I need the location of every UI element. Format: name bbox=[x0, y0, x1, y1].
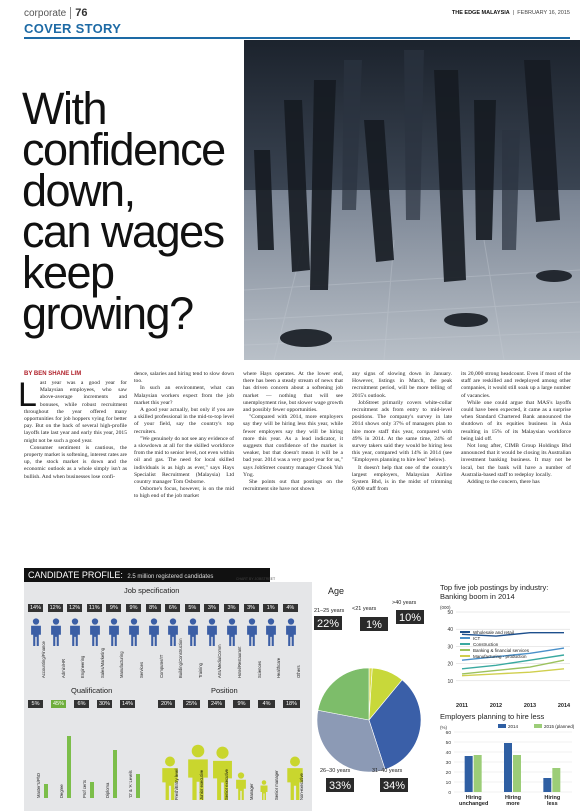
job-spec-label: Admin/HR bbox=[60, 658, 66, 678]
body-paragraph: A good year actually, but only if you are a skilled professional in the mid-to-top level of your field, say the country's top recruiters. bbox=[134, 407, 234, 435]
headline-line: down, bbox=[22, 165, 135, 216]
job-spec-label: Sciences bbox=[256, 661, 262, 678]
bar bbox=[543, 778, 551, 792]
x-tick-label: Hiring bbox=[465, 795, 482, 801]
body-column-1 bbox=[18, 376, 127, 481]
headline-line: With bbox=[22, 83, 106, 134]
headline bbox=[22, 83, 252, 339]
y-tick-label: 60 bbox=[445, 731, 451, 736]
age-value-label: 1% bbox=[366, 619, 382, 631]
legend-label: 2014 bbox=[508, 724, 519, 729]
position-percent: 4% bbox=[258, 700, 275, 708]
job-spec-percent: 1% bbox=[263, 604, 278, 612]
bar bbox=[465, 756, 473, 792]
job-spec-label: Manufacturing bbox=[119, 651, 125, 678]
qualification-pencil-icon bbox=[136, 774, 140, 798]
age-slice-label: 26–30 years bbox=[320, 768, 351, 774]
bar bbox=[474, 755, 482, 792]
legend-label: ICT bbox=[473, 635, 481, 641]
x-tick-label: 2014 bbox=[557, 703, 571, 709]
age-value-label: 10% bbox=[398, 612, 422, 624]
qualification-pencil-icon bbox=[67, 736, 71, 798]
position-label: Manager bbox=[249, 783, 254, 800]
body-column-5 bbox=[461, 371, 571, 486]
age-pie-chart bbox=[312, 582, 430, 811]
candidate-profile-title bbox=[28, 570, 213, 580]
qualification-label: Degree bbox=[59, 784, 64, 798]
y-tick-label: 10 bbox=[445, 781, 451, 786]
y-tick-label: 30 bbox=[445, 761, 451, 766]
person-icon bbox=[234, 772, 248, 800]
body-paragraph: It doesn't help that one of the country's largest employers, Malaysian Airline System Bhd, is in the midst of trimming 6,000 staff from bbox=[352, 464, 452, 493]
body-paragraph: Adding to the concern, there has bbox=[467, 479, 540, 486]
y-tick-label: 10 bbox=[447, 678, 453, 685]
job-spec-label: Building/Construction bbox=[178, 638, 184, 678]
page-number: 76 bbox=[70, 7, 87, 19]
job-spec-percent: 5% bbox=[185, 604, 200, 612]
qualification-percent: 5% bbox=[28, 700, 43, 708]
x-tick-label: less bbox=[546, 801, 558, 807]
x-tick-label: Hiring bbox=[505, 795, 521, 801]
body-paragraph: JobStreet primarily covers white-collar recruitment ads from entry to mid-level positions. The company's survey in late 2014 shows only 37% of managers plan to hire more staff this year, compared with 49% in 2014. At the same time, 24% of survey takers said they would be hiring less this year, compared with 14% in 2014 (see "Employers planning to hire less" below). bbox=[352, 399, 452, 464]
candidate-profile-heading: CANDIDATE PROFILE: bbox=[28, 570, 123, 580]
position-percent: 9% bbox=[233, 700, 250, 708]
commuters-photo bbox=[244, 40, 580, 360]
body-column-4 bbox=[352, 371, 452, 493]
y-tick-label: 40 bbox=[445, 751, 451, 756]
qualification-percent: 6% bbox=[74, 700, 89, 708]
body-paragraph: any signs of slowing down in January. However, listings in March, the peak recruitment period, will be more telling of 2015's outlook. bbox=[352, 371, 452, 399]
job-spec-label: Computer/IT bbox=[158, 654, 164, 678]
industry-line-chart bbox=[438, 602, 576, 710]
job-spec-percent: 14% bbox=[29, 605, 41, 611]
y-tick-label: 50 bbox=[447, 610, 453, 616]
job-spec-percent: 4% bbox=[283, 604, 298, 612]
qualification-label: 'O' & 'A' Levels bbox=[128, 770, 133, 798]
body-paragraph: While one could argue that MAS's layoffs could have been expected, it came as a surprise when Standard Chartered Bank announced the shutdown of its equities business in Asia resulting in 15% of its Malaysian workforce being laid off. bbox=[461, 399, 571, 442]
position-label: Non-executive bbox=[299, 773, 304, 800]
job-spec-label: Hotel/Restaurant bbox=[237, 646, 242, 678]
x-tick-label: Hiring bbox=[544, 795, 561, 801]
bar bbox=[513, 755, 521, 792]
x-tick-label: 2013 bbox=[523, 703, 537, 709]
job-spec-label: Accounting/Finance bbox=[41, 641, 46, 678]
job-spec-percent: 8% bbox=[146, 604, 161, 612]
job-spec-percent: 6% bbox=[165, 604, 180, 612]
job-spec-percent: 3% bbox=[224, 604, 239, 612]
y-tick-label: 40 bbox=[447, 627, 453, 634]
x-tick-label: 2012 bbox=[489, 703, 503, 709]
age-slice-label: 31–40 years bbox=[372, 768, 403, 774]
age-value-label: 33% bbox=[328, 780, 352, 792]
person-icon bbox=[209, 746, 236, 800]
industry-chart-title: Top five job postings by industry: Banking boom in 2014 bbox=[440, 583, 549, 601]
bar bbox=[504, 743, 512, 792]
qualification-label: Prof certs bbox=[82, 780, 87, 798]
job-spec-percent: 9% bbox=[126, 604, 141, 612]
candidate-profile-subtitle: 2.5 million registered candidates bbox=[127, 574, 214, 580]
issue-date: FEBRUARY 16, 2015 bbox=[517, 10, 570, 16]
body-paragraph: "We genuinely do not see any evidence of a slowdown at all for the skilled workforce from the mid to senior level, not even within oil and gas. The need for local skilled individuals is as high as ever," says Hays Specialist Recruitment (Malaysia) Ltd country manager Tom Osborne. bbox=[134, 435, 234, 486]
legend-label: Wholesale and retail bbox=[473, 629, 514, 635]
job-spec-percent: 12% bbox=[69, 605, 81, 611]
body-paragraph: where Hays operates. At the lower end, there has been a steady stream of news that has driven concern about a softening job market — nothing that will see unemployment rise, but slower wage growth and possibly fewer opportunities. bbox=[243, 371, 343, 414]
publication-name: THE EDGE MALAYSIA bbox=[451, 10, 510, 16]
qualification-pencil-icon bbox=[90, 782, 94, 798]
qualification-label: Master's/PhD bbox=[36, 772, 41, 798]
position-label: Fresh/Entry level bbox=[174, 768, 179, 800]
publication-info: THE EDGE MALAYSIA | FEBRUARY 16, 2015 bbox=[451, 10, 570, 16]
y-tick-label: 0 bbox=[448, 791, 451, 796]
body-paragraph: In such an environment, what can Malaysian workers expect from the job market this year? bbox=[134, 385, 234, 406]
body-column-3 bbox=[243, 371, 343, 493]
x-tick-label: more bbox=[506, 801, 520, 807]
hire-less-bar-chart bbox=[438, 722, 576, 811]
age-value-label: 22% bbox=[316, 618, 340, 630]
legend-swatch bbox=[534, 724, 542, 728]
person-icon bbox=[259, 780, 269, 800]
headline-line: keep bbox=[22, 247, 114, 298]
body-paragraph: She points out that postings on the recruitment site have not shown bbox=[243, 479, 343, 493]
x-tick-label: unchanged bbox=[458, 801, 489, 807]
body-paragraph: "Compared with 2014, more employers say they will be hiring less this year, while fewer employers say they will be hiring more this year. As a lead indicator, it suggests that confidence of the market is weaker, but that doesn't mean it will be a bad year. 2014 was a very good year for us," says JobStreet country manager Chook Yuh Yng. bbox=[243, 414, 343, 478]
qualification-title: Qualification bbox=[71, 686, 113, 695]
y-axis-label: (%) bbox=[440, 725, 447, 730]
section-header bbox=[24, 7, 88, 19]
job-spec-label: Arts/Media/Comm bbox=[217, 644, 223, 678]
position-percent: 20% bbox=[158, 700, 175, 708]
headline-line: growing? bbox=[22, 288, 193, 339]
job-spec-percent: 3% bbox=[244, 604, 259, 612]
y-tick-label: 20 bbox=[447, 661, 453, 668]
body-column-2 bbox=[134, 371, 234, 501]
commuters-photo-illustration bbox=[244, 40, 580, 360]
age-slice-label: <21 years bbox=[352, 606, 377, 612]
person-icon bbox=[184, 744, 212, 800]
position-percent: 18% bbox=[283, 700, 300, 708]
y-axis-label: (000) bbox=[440, 605, 451, 610]
qualification-percent: 30% bbox=[98, 701, 110, 707]
qualification-percent: 45% bbox=[52, 701, 64, 707]
header-rule bbox=[24, 37, 570, 39]
qualification-percent: 14% bbox=[121, 701, 133, 707]
y-tick-label: 50 bbox=[445, 741, 451, 746]
body-paragraph: ast year was a good year for Malaysian employees, who saw above-average increments and bonuses, while robust recruitment throughout the year offered many opportunities for job hoppers vying for better pay. But on the back of several high-profile layoffs late last year and early this year, 2015 might not be such a good year. bbox=[24, 380, 127, 444]
age-slice-label: >40 years bbox=[392, 600, 417, 606]
kicker: COVER STORY bbox=[24, 21, 122, 36]
body-paragraph: Osborne's focus, however, is on the mid to high end of the job market bbox=[134, 486, 234, 500]
age-value-label: 34% bbox=[382, 780, 406, 792]
hire-less-title: Employers planning to hire less bbox=[440, 712, 545, 721]
dropcap: L bbox=[18, 376, 37, 414]
legend-label: 2015 (planned) bbox=[544, 724, 575, 729]
position-label: Senior manager bbox=[274, 770, 279, 800]
job-spec-percent: 9% bbox=[106, 604, 121, 612]
job-spec-percent: 11% bbox=[87, 604, 102, 612]
x-tick-label: 2011 bbox=[456, 703, 468, 709]
headline-line: can wages bbox=[22, 206, 224, 257]
headline-line: confidence bbox=[22, 124, 225, 175]
qualification-pencil-icon bbox=[113, 750, 117, 798]
position-title: Position bbox=[211, 686, 238, 695]
job-spec-percent: 12% bbox=[49, 605, 61, 611]
y-tick-label: 30 bbox=[447, 644, 453, 651]
position-person-icon bbox=[184, 744, 212, 800]
position-person-icon bbox=[209, 746, 236, 800]
byline-author: BEN SHANE LIM bbox=[33, 371, 82, 377]
job-spec-label: Engineering bbox=[80, 655, 86, 678]
age-slice-label: 21–25 years bbox=[314, 608, 345, 614]
legend-swatch bbox=[498, 724, 506, 728]
job-spec-label: Sales/Marketing bbox=[99, 647, 105, 678]
position-label: Senior executive bbox=[224, 769, 229, 800]
byline-prefix: BY bbox=[24, 371, 33, 377]
qualification-pencil-icon bbox=[44, 784, 48, 798]
body-paragraph: dence, salaries and hiring tend to slow down too. bbox=[134, 371, 234, 385]
job-spec-label: Training bbox=[197, 663, 203, 678]
chart-credit: CHART BY JOBSTREET bbox=[236, 577, 276, 581]
job-spec-label: Others bbox=[295, 665, 301, 678]
bar bbox=[552, 768, 560, 792]
position-person-icon bbox=[259, 780, 269, 800]
body-paragraph: Consumer sentiment is cautious, the property market is softening, interest rates are up, the stock market is down and the economic outlook as a whole simply isn't as bullish. And when businesses lose confi- bbox=[24, 444, 127, 480]
body-paragraph: its 20,000 strong headcount. Even if most of the staff are reskilled and redeployed among other companies, it would still soak up a large number of vacancies. bbox=[461, 371, 571, 399]
job-spec-percent: 3% bbox=[204, 604, 219, 612]
section-name: corporate bbox=[24, 8, 67, 19]
job-spec-label: Services bbox=[139, 661, 144, 678]
qualification-label: Diploma bbox=[105, 782, 110, 798]
position-percent: 25% bbox=[183, 700, 200, 708]
legend-label: Construction bbox=[473, 641, 499, 647]
y-tick-label: 20 bbox=[445, 771, 451, 776]
position-label: Junior executive bbox=[199, 769, 204, 800]
body-paragraph: Not long after, CIMB Group Holdings Bhd announced that it would be closing its Australian investment banking business. It may not be local, but the bank will have a number of Australia-based staff to redeploy locally. bbox=[461, 443, 571, 478]
legend-label: Manufacturing - production bbox=[473, 653, 527, 659]
position-person-icon bbox=[234, 772, 248, 800]
job-spec-title: Job specification bbox=[124, 586, 180, 595]
legend-label: Banking & financial services bbox=[473, 647, 530, 653]
position-percent: 24% bbox=[208, 700, 225, 708]
job-spec-label: Healthcare bbox=[276, 657, 282, 678]
age-title: Age bbox=[328, 586, 345, 596]
